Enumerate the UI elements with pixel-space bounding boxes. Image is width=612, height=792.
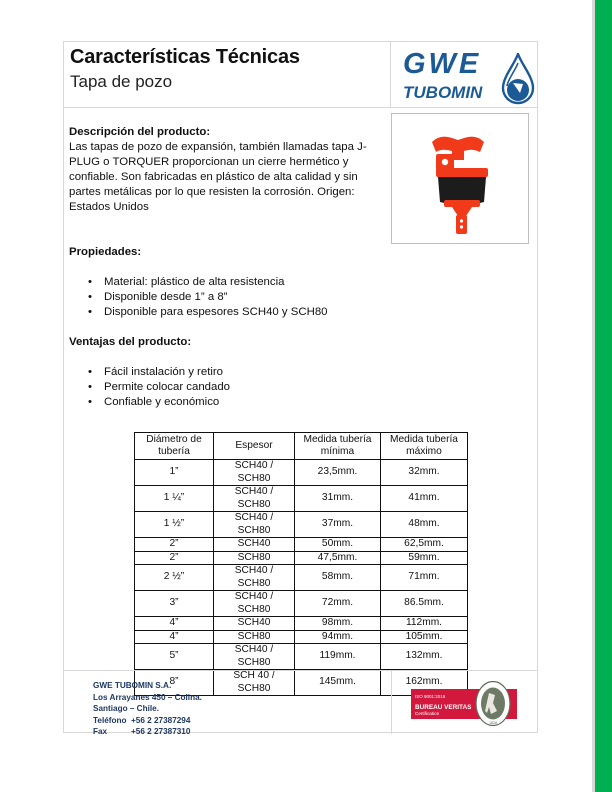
- cell-diameter: 2”: [135, 538, 214, 552]
- svg-text:Certification: Certification: [415, 711, 440, 716]
- cell-max: 71mm.: [381, 565, 468, 591]
- advantages-heading: Ventajas del producto:: [69, 336, 192, 348]
- table-row: [135, 512, 468, 538]
- cell-thickness: SCH40 / SCH80: [214, 644, 295, 670]
- cell-min: 47,5mm.: [295, 551, 381, 565]
- table-row: [135, 591, 468, 617]
- company-contact: [93, 680, 202, 738]
- cell-thickness: SCH 40 / SCH80: [214, 670, 295, 696]
- cell-max: 41mm.: [381, 486, 468, 512]
- cell-diameter: 8”: [135, 670, 214, 696]
- company-name: GWE TUBOMIN S.A.: [93, 681, 172, 690]
- cell-min: 37mm.: [295, 512, 381, 538]
- page-title: Características Técnicas: [70, 46, 300, 68]
- properties-heading: Propiedades:: [69, 246, 142, 258]
- logo-wordmark: GWE: [403, 48, 482, 80]
- product-content: [69, 125, 389, 410]
- accent-bar: [595, 0, 612, 792]
- description-heading: Descripción del producto:: [69, 126, 211, 138]
- logo-wordmark-sub: TUBOMIN: [403, 83, 483, 102]
- cell-diameter: 1 ½”: [135, 512, 214, 538]
- column-header-diameter: Diámetro de tubería: [135, 433, 214, 460]
- list-item: • Disponible desde 1” a 8”: [88, 290, 389, 305]
- table-row: [135, 551, 468, 565]
- column-header-max: Medida tubería máximo: [381, 433, 468, 460]
- cell-max: 59mm.: [381, 551, 468, 565]
- cell-thickness: SCH40 / SCH80: [214, 486, 295, 512]
- cell-thickness: SCH40 / SCH80: [214, 460, 295, 486]
- table-row: [135, 617, 468, 631]
- column-header-thickness: Espesor: [214, 433, 295, 460]
- cell-min: 31mm.: [295, 486, 381, 512]
- product-image: [391, 113, 529, 244]
- cell-min: 94mm.: [295, 630, 381, 644]
- water-drop-icon: [501, 53, 535, 105]
- company-city: Santiago – Chile.: [93, 704, 159, 714]
- cell-thickness: SCH40 / SCH80: [214, 565, 295, 591]
- description-text: Las tapas de pozo de expansión, también llamadas tapa J-PLUG o TORQUER proporcionan un cierre hermético y confiable. Son fabricadas en plástico de alta calidad y sin partes metálicas por lo que resisten la corrosión. Origen: Estados Unidos: [69, 141, 367, 213]
- cell-min: 98mm.: [295, 617, 381, 631]
- phone-label: Teléfono: [93, 715, 127, 725]
- cell-diameter: 2 ½”: [135, 565, 214, 591]
- phone-number: +56 2 27387294: [131, 715, 191, 725]
- table-row: [135, 565, 468, 591]
- cell-max: 32mm.: [381, 460, 468, 486]
- logo-cell: [390, 42, 537, 107]
- table-row: [135, 644, 468, 670]
- cell-diameter: 4”: [135, 617, 214, 631]
- svg-text:ISO 9001:2015: ISO 9001:2015: [415, 694, 446, 699]
- phone-row: [93, 715, 202, 727]
- cell-diameter: 1 ¼”: [135, 486, 214, 512]
- header-title-block: [70, 46, 300, 92]
- cell-thickness: SCH40: [214, 538, 295, 552]
- cell-max: 62,5mm.: [381, 538, 468, 552]
- cell-diameter: 1”: [135, 460, 214, 486]
- bureau-veritas-badge: [411, 681, 519, 726]
- cell-max: 162mm.: [381, 670, 468, 696]
- cell-diameter: 3”: [135, 591, 214, 617]
- cell-max: 105mm.: [381, 630, 468, 644]
- table-row: [135, 460, 468, 486]
- cell-min: 58mm.: [295, 565, 381, 591]
- column-header-min: Medida tubería mínima: [295, 433, 381, 460]
- cell-thickness: SCH40 / SCH80: [214, 512, 295, 538]
- list-item: • Permite colocar candado: [88, 380, 389, 395]
- list-item: • Disponible para espesores SCH40 y SCH80: [88, 305, 389, 320]
- svg-text:BUREAU VERITAS: BUREAU VERITAS: [415, 704, 472, 711]
- certification-cell: [391, 671, 537, 734]
- cell-thickness: SCH40: [214, 617, 295, 631]
- table-row: [135, 538, 468, 552]
- cell-min: 119mm.: [295, 644, 381, 670]
- company-address: Los Arrayanes 450 – Colina.: [93, 692, 202, 702]
- specs-table: [134, 432, 468, 696]
- page-subtitle: Tapa de pozo: [70, 72, 173, 91]
- table-header-row: [135, 433, 468, 460]
- cell-diameter: 4”: [135, 630, 214, 644]
- cell-max: 86.5mm.: [381, 591, 468, 617]
- cell-min: 23,5mm.: [295, 460, 381, 486]
- fax-label: Fax: [93, 727, 108, 737]
- fax-number: +56 2 27387310: [131, 727, 191, 737]
- datasheet-page: [63, 41, 538, 737]
- list-item: • Confiable y económico: [88, 395, 389, 410]
- table-row: [135, 630, 468, 644]
- cell-min: 50mm.: [295, 538, 381, 552]
- properties-list: [69, 275, 389, 320]
- cell-max: 112mm.: [381, 617, 468, 631]
- list-item: • Fácil instalación y retiro: [88, 365, 389, 380]
- advantages-list: [69, 365, 389, 410]
- svg-text:1828: 1828: [489, 721, 497, 725]
- cell-max: 132mm.: [381, 644, 468, 670]
- cell-thickness: SCH80: [214, 630, 295, 644]
- list-item: • Material: plástico de alta resistencia: [88, 275, 389, 290]
- cell-min: 145mm.: [295, 670, 381, 696]
- cell-thickness: SCH40 / SCH80: [214, 591, 295, 617]
- fax-row: [93, 726, 202, 738]
- cell-diameter: 2”: [135, 551, 214, 565]
- cell-min: 72mm.: [295, 591, 381, 617]
- table-row: [135, 486, 468, 512]
- footer: [64, 670, 537, 737]
- cell-thickness: SCH80: [214, 551, 295, 565]
- header: [64, 42, 537, 108]
- well-cap-image: [392, 114, 528, 243]
- cell-max: 48mm.: [381, 512, 468, 538]
- cell-diameter: 5”: [135, 644, 214, 670]
- company-logo: [403, 48, 533, 104]
